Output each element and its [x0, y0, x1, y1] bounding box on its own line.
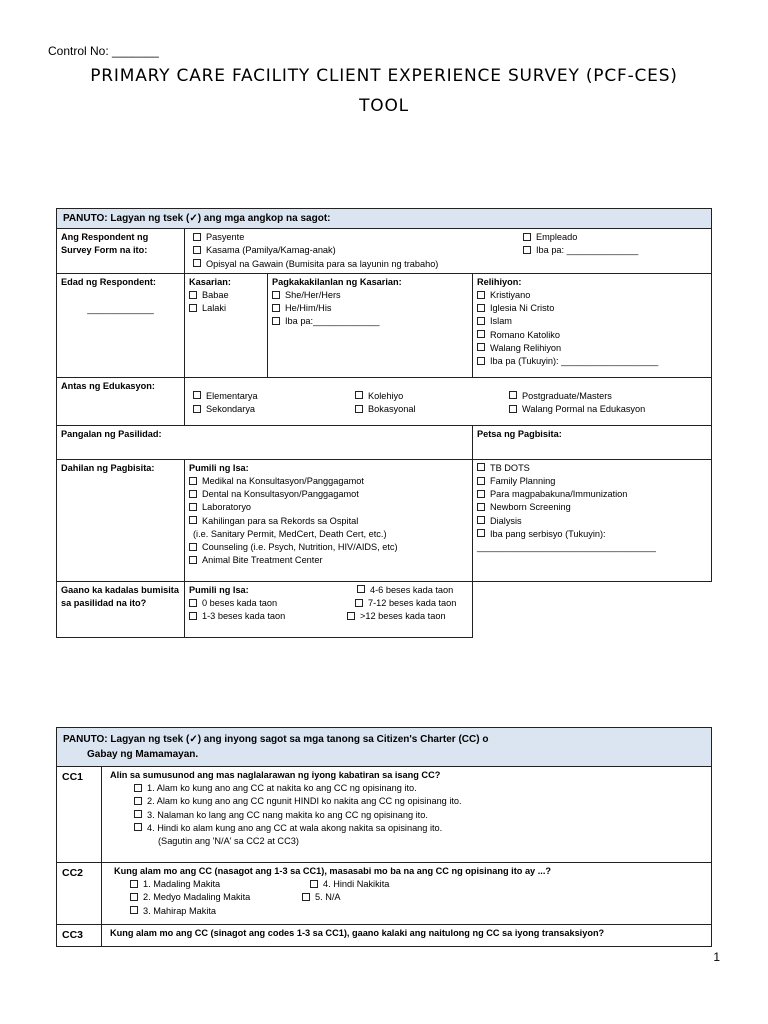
- option-bokasyonal[interactable]: Bokasyonal: [355, 403, 509, 416]
- checkbox[interactable]: [509, 391, 517, 399]
- cc-instructions-header: PANUTO: Lagyan ng tsek (✓) ang inyong sagot sa mga tanong sa Citizen's Charter (CC) o Gabay ng Mamamayan.: [57, 728, 712, 767]
- option-postgraduate[interactable]: Postgraduate/Masters: [509, 390, 645, 403]
- page-title: PRIMARY CARE FACILITY CLIENT EXPERIENCE SURVEY (PCF-CES): [90, 66, 678, 86]
- respondent-label: Ang Respondent ng Survey Form na ito:: [57, 229, 185, 274]
- option-reason[interactable]: Dental na Konsultasyon/Panggagamot: [189, 488, 468, 501]
- checkbox[interactable]: [302, 893, 310, 901]
- option-walang-edukasyon[interactable]: Walang Pormal na Edukasyon: [509, 403, 645, 416]
- checkbox[interactable]: [477, 516, 485, 524]
- option-reason[interactable]: Laboratoryo: [189, 501, 468, 514]
- option-freq[interactable]: 7-12 beses kada taon: [347, 597, 456, 610]
- option-freq[interactable]: >12 beses kada taon: [347, 610, 456, 623]
- checkbox[interactable]: [130, 893, 138, 901]
- option-lalaki[interactable]: Lalaki: [189, 302, 263, 315]
- option-religion[interactable]: Islam: [477, 315, 707, 328]
- option-religion[interactable]: Iba pa (Tukuyin): ___________________: [477, 355, 707, 368]
- option-she[interactable]: She/Her/Hers: [272, 289, 468, 302]
- checkbox[interactable]: [310, 880, 318, 888]
- checkbox[interactable]: [523, 233, 531, 241]
- checkbox[interactable]: [355, 599, 363, 607]
- checkbox[interactable]: [189, 516, 197, 524]
- facility-name-label[interactable]: Pangalan ng Pasilidad:: [57, 425, 473, 459]
- cc1-code: CC1: [57, 767, 102, 863]
- visit-date-label[interactable]: Petsa ng Pagbisita:: [473, 425, 712, 459]
- option-reason[interactable]: TB DOTS: [477, 462, 707, 475]
- checkbox[interactable]: [477, 291, 485, 299]
- option-religion[interactable]: Romano Katoliko: [477, 329, 707, 342]
- checkbox[interactable]: [355, 391, 363, 399]
- checkbox[interactable]: [357, 585, 365, 593]
- option-he[interactable]: He/Him/His: [272, 302, 468, 315]
- option-religion[interactable]: Kristiyano: [477, 289, 707, 302]
- citizens-charter-table: [56, 727, 712, 947]
- checkbox[interactable]: [272, 317, 280, 325]
- checkbox[interactable]: [134, 784, 142, 792]
- checkbox[interactable]: [193, 405, 201, 413]
- cc2-option[interactable]: 1. Madaling Makita: [130, 878, 310, 891]
- option-opisyal[interactable]: Opisyal na Gawain (Bumisita para sa layunin ng trabaho): [193, 258, 523, 271]
- checkbox[interactable]: [189, 612, 197, 620]
- option-kolehiyo[interactable]: Kolehiyo: [355, 390, 509, 403]
- checkbox[interactable]: [477, 477, 485, 485]
- option-freq[interactable]: 0 beses kada taon: [189, 597, 347, 610]
- checkbox[interactable]: [189, 477, 197, 485]
- checkbox[interactable]: [477, 529, 485, 537]
- cc2-option[interactable]: 2. Medyo Madaling Makita: [130, 891, 310, 904]
- option-reason[interactable]: Iba pang serbisyo (Tukuyin):: [477, 528, 707, 541]
- checkbox[interactable]: [477, 490, 485, 498]
- checkbox[interactable]: [272, 304, 280, 312]
- religion-label: Relihiyon:: [477, 276, 522, 287]
- cc1-option[interactable]: 1. Alam ko kung ano ang CC at nakita ko ang CC ng opisinang ito.: [110, 782, 707, 795]
- page-title-line2: TOOL: [359, 96, 409, 116]
- sex-label: Kasarian:: [189, 276, 231, 287]
- age-blank[interactable]: _____________: [87, 304, 154, 315]
- checkbox[interactable]: [193, 233, 201, 241]
- checkbox[interactable]: [189, 503, 197, 511]
- checkbox[interactable]: [272, 291, 280, 299]
- option-reason[interactable]: Counseling (i.e. Psych, Nutrition, HIV/AIDS, etc): [189, 541, 468, 554]
- cc1-note: (Sagutin ang 'N/A' sa CC2 at CC3): [158, 836, 299, 847]
- demographics-table: [56, 208, 712, 638]
- option-religion[interactable]: Iglesia Ni Cristo: [477, 302, 707, 315]
- checkbox[interactable]: [193, 391, 201, 399]
- checkbox[interactable]: [189, 291, 197, 299]
- frequency-label: Gaano ka kadalas bumisita sa pasilidad na ito?: [57, 581, 185, 637]
- checkbox[interactable]: [189, 304, 197, 312]
- control-number: Control No: _______: [48, 44, 159, 58]
- checkbox[interactable]: [134, 823, 142, 831]
- page-number: 1: [713, 950, 720, 964]
- cc3-code: CC3: [57, 925, 102, 947]
- option-reason[interactable]: Medikal na Konsultasyon/Panggagamot: [189, 475, 468, 488]
- checkbox[interactable]: [477, 463, 485, 471]
- checkbox[interactable]: [189, 543, 197, 551]
- checkbox[interactable]: [134, 810, 142, 818]
- checkbox[interactable]: [477, 330, 485, 338]
- checkbox[interactable]: [189, 490, 197, 498]
- checkbox[interactable]: [477, 343, 485, 351]
- checkbox[interactable]: [347, 612, 355, 620]
- option-kasama[interactable]: Kasama (Pamilya/Kamag-anak): [193, 244, 523, 257]
- cc2-option[interactable]: 5. N/A: [302, 891, 389, 904]
- option-freq[interactable]: 4-6 beses kada taon: [347, 584, 456, 597]
- cc3-question: Kung alam mo ang CC (sinagot ang codes 1-3 sa CC1), gaano kalaki ang naitulong ng CC sa iyong transaksiyon?: [110, 928, 605, 938]
- checkbox[interactable]: [193, 246, 201, 254]
- option-babae[interactable]: Babae: [189, 289, 263, 302]
- cc1-option[interactable]: 3. Nalaman ko lang ang CC nang makita ko ang CC ng opisinang ito.: [110, 809, 707, 822]
- checkbox[interactable]: [130, 906, 138, 914]
- cc1-question: Alin sa sumusunod ang mas naglalarawan ng iyong kabatiran sa isang CC?: [110, 770, 441, 780]
- gender-label: Pagkakakilanlan ng Kasarian:: [272, 276, 402, 287]
- option-reason[interactable]: Newborn Screening: [477, 501, 707, 514]
- checkbox[interactable]: [477, 357, 485, 365]
- visit-reason-label: Dahilan ng Pagbisita:: [57, 459, 185, 581]
- option-iba-pa[interactable]: Iba pa: ______________: [523, 244, 638, 257]
- option-empleado[interactable]: Empleado: [523, 231, 638, 244]
- choose-one-label: Pumili ng Isa:: [189, 584, 249, 595]
- cc2-option[interactable]: 3. Mahirap Makita: [130, 905, 310, 918]
- option-reason[interactable]: Kahilingan para sa Rekords sa Ospital: [189, 515, 468, 528]
- option-elementarya[interactable]: Elementarya: [193, 390, 355, 403]
- education-label: Antas ng Edukasyon:: [57, 377, 185, 425]
- checkbox[interactable]: [193, 259, 201, 267]
- option-sekondarya[interactable]: Sekondarya: [193, 403, 355, 416]
- checkbox[interactable]: [355, 405, 363, 413]
- checkbox[interactable]: [509, 405, 517, 413]
- age-label: Edad ng Respondent:: [61, 276, 156, 287]
- choose-one-label: Pumili ng Isa:: [189, 462, 249, 473]
- option-reason[interactable]: Animal Bite Treatment Center: [189, 554, 468, 567]
- cc2-code: CC2: [57, 863, 102, 925]
- option-freq[interactable]: 1-3 beses kada taon: [189, 610, 347, 623]
- checkbox[interactable]: [477, 317, 485, 325]
- option-reason[interactable]: Family Planning: [477, 475, 707, 488]
- option-gender-other[interactable]: Iba pa:_____________: [272, 315, 468, 328]
- option-reason[interactable]: Dialysis: [477, 515, 707, 528]
- other-service-blank[interactable]: ___________________________________: [477, 542, 656, 553]
- option-religion[interactable]: Walang Relihiyon: [477, 342, 707, 355]
- checkbox[interactable]: [477, 304, 485, 312]
- cc1-option[interactable]: 2. Alam ko kung ano ang CC ngunit HINDI ko nakita ang CC ng opisinang ito.: [110, 795, 707, 808]
- instructions-header: PANUTO: Lagyan ng tsek (✓) ang mga angkop na sagot:: [57, 209, 712, 229]
- option-reason[interactable]: Para magpabakuna/Immunization: [477, 488, 707, 501]
- cc2-option[interactable]: 4. Hindi Nakikita: [310, 878, 389, 891]
- checkbox[interactable]: [189, 599, 197, 607]
- reason-note: (i.e. Sanitary Permit, MedCert, Death Cert, etc.): [193, 528, 387, 539]
- cc2-question: Kung alam mo ang CC (nasagot ang 1-3 sa CC1), masasabi mo ba na ang CC ng opisinang ito ay ...?: [114, 866, 551, 876]
- checkbox[interactable]: [523, 246, 531, 254]
- option-pasyente[interactable]: Pasyente: [193, 231, 523, 244]
- checkbox[interactable]: [130, 880, 138, 888]
- checkbox[interactable]: [189, 556, 197, 564]
- cc1-option[interactable]: 4. Hindi ko alam kung ano ang CC at wala akong nakita sa opisinang ito.: [110, 822, 707, 835]
- checkbox[interactable]: [477, 503, 485, 511]
- checkbox[interactable]: [134, 797, 142, 805]
